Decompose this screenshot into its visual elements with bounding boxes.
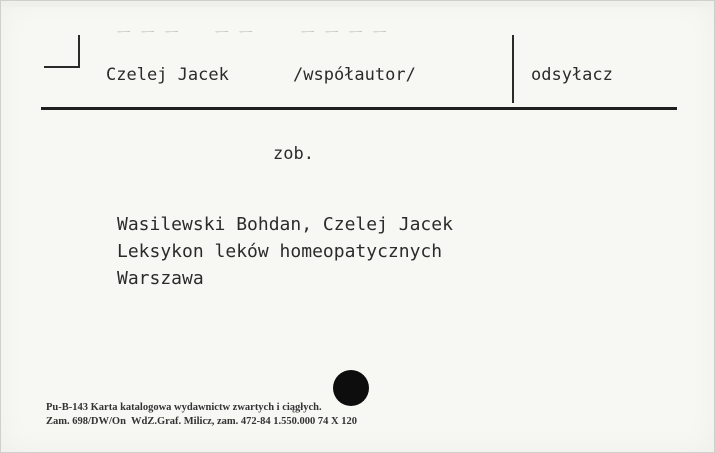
footer-line: Pu-B-143 Karta katalogowa wydawnictw zwartych i ciągłych.: [46, 402, 322, 413]
footer-line: Zam. 698/DW/On WdZ.Graf. Milicz, zam. 472-84 1.550.000 74 X 120: [46, 416, 357, 427]
card-type-label: odsyłacz: [531, 65, 613, 85]
reference-line: Leksykon leków homeopatycznych: [117, 241, 443, 262]
header-divider: [512, 35, 514, 103]
faded-printed-field: ㅡ ㅡ: [215, 26, 254, 42]
header-rule: [41, 107, 677, 110]
card-top-edge: [1, 1, 714, 7]
reference-line: Warszawa: [117, 268, 204, 289]
faded-printed-field: ㅡ ㅡ ㅡ: [117, 26, 180, 42]
author-role: /współautor/: [293, 65, 416, 85]
corner-bracket-horizontal: [44, 66, 80, 68]
corner-bracket-vertical: [78, 35, 80, 67]
see-label: zob.: [273, 144, 314, 164]
faded-printed-field: ㅡ ㅡ ㅡ ㅡ: [301, 26, 388, 42]
reference-line: Wasilewski Bohdan, Czelej Jacek: [117, 214, 453, 235]
punch-hole: [333, 370, 369, 406]
author-name: Czelej Jacek: [106, 65, 229, 85]
